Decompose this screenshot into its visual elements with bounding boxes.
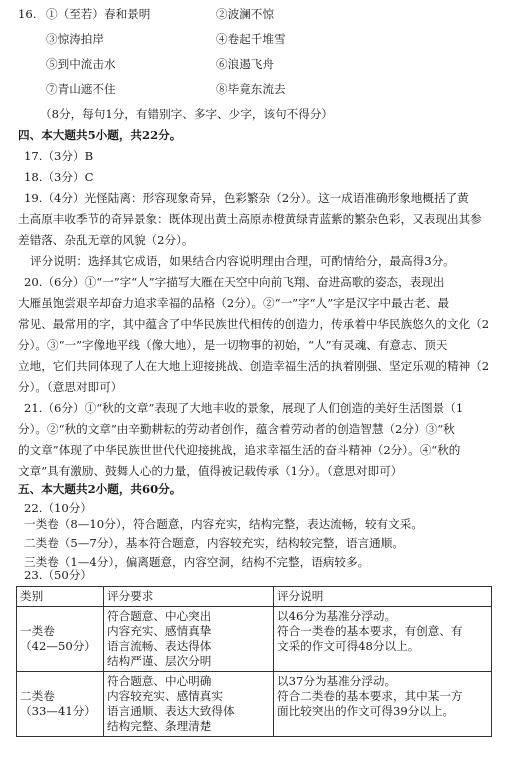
q21-line: 分）。②“秋的文章”由辛勤耕耘的劳动者创作，蕴含着劳动者的创造智慧（2分）③“秋 (18, 422, 455, 436)
category-range: （33—41分） (20, 704, 96, 718)
q21-line: 21.（6分）①“秋的文章”表现了大地丰收的景象，展现了人们创造的美好生活图景（1 (24, 401, 464, 415)
q20-line: 20.（6分）①“一”字“人”字描写大雁在天空中向前飞翔、奋进高歌的姿态，表现出 (24, 275, 445, 289)
requirements-cell (104, 607, 274, 672)
q19-line: 差错落、杂乱无章的风貌（2分）。 (18, 233, 194, 247)
q16-label: 16. (18, 7, 37, 21)
category-name: 二类卷 (20, 689, 55, 703)
description-line: 以37分为基准分浮动。 (277, 674, 397, 688)
q22-grade-line: 一类卷（8—10分），符合题意，内容充实，结构完整，表达流畅，较有文采。 (24, 517, 423, 531)
section-4-heading: 四、本大题共5小题，共22分。 (18, 128, 182, 142)
q22-head: 22.（10分） (24, 501, 92, 515)
category-cell (17, 607, 104, 672)
requirement-line: 结构严谨、层次分明 (107, 654, 212, 668)
q23-head: 23.（50分） (24, 568, 92, 582)
q20-line: 分）。（意思对即可） (18, 380, 123, 394)
description-line: 符合二类卷的基本要求，其中某一方 (277, 689, 463, 703)
description-line: 文采的作文可得48分以上。 (277, 639, 420, 653)
description-line: 面比较突出的作文可得39分以上。 (277, 704, 455, 718)
description-line: 以46分为基准分浮动。 (277, 609, 397, 623)
table-row (17, 672, 492, 737)
category-range: （42—50分） (20, 639, 96, 653)
requirement-line: 内容充实、感情真挚 (107, 624, 212, 638)
q20-line: 分）。③“一”字像地平线（像大地），是一切物事的初始，“人”有灵魂、有意志、顶天 (18, 338, 448, 352)
requirement-line: 语言通顺、表达大致得体 (107, 704, 235, 718)
requirement-line: 语言流畅、表达得体 (107, 639, 212, 653)
table-header-row (17, 587, 492, 607)
q20-line: 常见、最常用的字，其中蕴含了中华民族世代相传的创造力，传承着中华民族悠久的文化（2 (18, 317, 490, 331)
q21-line: 文章”具有激励、鼓舞人心的力量，值得被记载传承（1分）。（意思对即可） (18, 464, 403, 478)
q16-item-4: ④卷起千堆雪 (216, 32, 286, 46)
section-5-heading: 五、本大题共2小题，共60分。 (18, 482, 182, 496)
q16-note: （8分，每句1分，有错别字、多字、少字，该句不得分） (40, 107, 334, 121)
q19-line: 土高原丰收季节的奇异景象：既体现出黄土高原赤橙黄绿青蓝紫的繁杂色彩，又表现出其参 (18, 212, 482, 226)
q16-item-6: ⑥浪遏飞舟 (216, 57, 274, 71)
description-line: 符合一类卷的基本要求，有创意、有 (277, 624, 463, 638)
q16-item-8: ⑧毕竟东流去 (216, 82, 286, 96)
q23-scoring-table (16, 586, 492, 737)
requirement-line: 符合题意、中心明确 (107, 674, 212, 688)
q22-grade-line: 三类卷（1—4分），偏离题意，内容空洞，结构不完整，语病较多。 (24, 555, 370, 569)
requirement-line: 结构完整、条理清楚 (107, 719, 212, 733)
requirement-line: 内容较充实、感情真实 (107, 689, 223, 703)
q20-line: 立地，它们共同体现了人在大地上迎接挑战、创造幸福生活的执着刚强、坚定乐观的精神（2 (18, 359, 490, 373)
q20-line: 大雁虽饱尝艰辛却奋力追求幸福的品格（2分）。②“一”字“人”字是汉字中最古老、最 (18, 296, 450, 310)
q16-item-1: ①（至若）春和景明 (46, 7, 151, 21)
category-cell (17, 672, 104, 737)
q16-item-5: ⑤到中流击水 (46, 57, 116, 71)
table-header-cell: 评分要求 (104, 587, 274, 607)
q16-item-2: ②波澜不惊 (216, 7, 274, 21)
q17-answer: 17.（3分）B (24, 149, 94, 163)
q16-item-7: ⑦青山遮不住 (46, 82, 116, 96)
requirement-line: 符合题意、中心突出 (107, 609, 212, 623)
table-row (17, 607, 492, 672)
description-cell (274, 672, 492, 737)
table-header-cell: 类别 (17, 587, 104, 607)
q22-grade-line: 二类卷（5—7分），基本符合题意，内容较充实，结构较完整，语言通顺。 (24, 536, 404, 550)
q16-item-3: ③惊涛拍岸 (46, 32, 104, 46)
category-name: 一类卷 (20, 624, 55, 638)
requirements-cell (104, 672, 274, 737)
q19-line: 19.（4分）光怪陆离：形容现象奇异，色彩繁杂（2分）。这一成语准确形象地概括了黄 (24, 191, 469, 205)
q19-scoring-note: 评分说明：选择其它成语，如果结合内容说明理由合理，可酌情给分，最高得3分。 (30, 254, 455, 268)
q21-line: 的文章”体现了中华民族世世代代迎接挑战，追求幸福生活的奋斗精神（2分）。④“秋的 (18, 443, 461, 457)
table-header-cell: 评分说明 (274, 587, 492, 607)
q18-answer: 18.（3分）C (24, 170, 94, 184)
description-cell (274, 607, 492, 672)
